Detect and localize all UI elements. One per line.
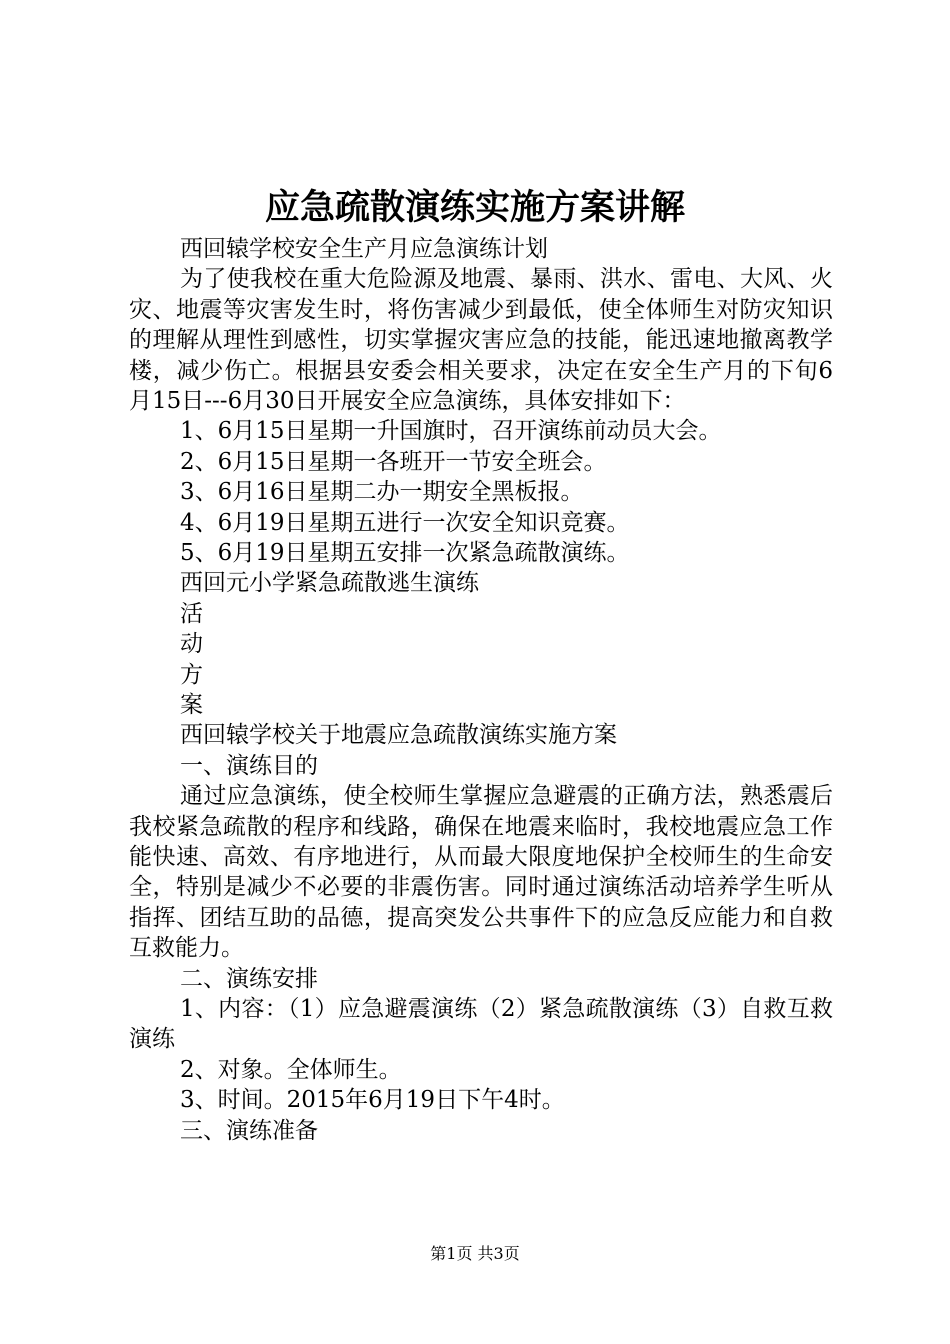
schedule-item-4: 4、6月19日星期五进行一次安全知识竞赛。 xyxy=(180,509,630,536)
plan-subtitle: 西回辕学校关于地震应急疏散演练实施方案 xyxy=(180,722,617,749)
section-heading-1: 一、演练目的 xyxy=(180,752,318,779)
vertical-char-4: 案 xyxy=(180,691,203,718)
vertical-char-2: 动 xyxy=(180,631,203,658)
arrangement-content: 1、内容：（1）应急避震演练（2）紧急疏散演练（3）自救互救演练 xyxy=(129,995,833,1053)
purpose-paragraph: 通过应急演练，使全校师生掌握应急避震的正确方法，熟悉震后我校紧急疏散的程序和线路，确保在地震来临时，我校地震应急工作能快速、高效、有序地进行，从而最大限度地保护全校师生的生命安全，特别是减少不必要的非震伤害。同时通过演练活动培养学生听从指挥、团结互助的品德，提高突发公共事件下的应急反应能力和自救互救能力。 xyxy=(129,783,833,962)
section-heading-3: 三、演练准备 xyxy=(180,1117,318,1144)
vertical-char-1: 活 xyxy=(180,600,203,627)
plan-heading: 西回辕学校安全生产月应急演练计划 xyxy=(180,236,548,262)
vertical-char-3: 方 xyxy=(180,661,203,688)
section-heading-2: 二、演练安排 xyxy=(180,965,318,992)
schedule-item-5: 5、6月19日星期五安排一次紧急疏散演练。 xyxy=(180,539,630,566)
intro-paragraph: 为了使我校在重大危险源及地震、暴雨、洪水、雷电、大风、火灾、地震等灾害发生时，将伤害减少到最低，使全体师生对防灾知识的理解从理性到感性，切实掌握灾害应急的技能，能迅速地撤离教学楼，减少伤亡。根据县安委会相关要求，决定在安全生产月的下旬6月15日---6月30日开展安全应急演练，具体安排如下： xyxy=(129,266,833,415)
arrangement-target: 2、对象。全体师生。 xyxy=(180,1056,402,1083)
page-footer: 第1页 共3页 xyxy=(430,1244,520,1263)
document-body xyxy=(129,234,833,1146)
schedule-item-2: 2、6月15日星期一各班开一节安全班会。 xyxy=(180,448,607,475)
document-title: 应急疏散演练实施方案讲解 xyxy=(264,187,685,228)
schedule-item-1: 1、6月15日星期一升国旗时，召开演练前动员大会。 xyxy=(180,418,722,445)
arrangement-time: 3、时间。2015年6月19日下午4时。 xyxy=(180,1087,565,1114)
schedule-item-3: 3、6月16日星期二办一期安全黑板报。 xyxy=(180,479,584,506)
drill-heading: 西回元小学紧急疏散逃生演练 xyxy=(180,570,479,597)
